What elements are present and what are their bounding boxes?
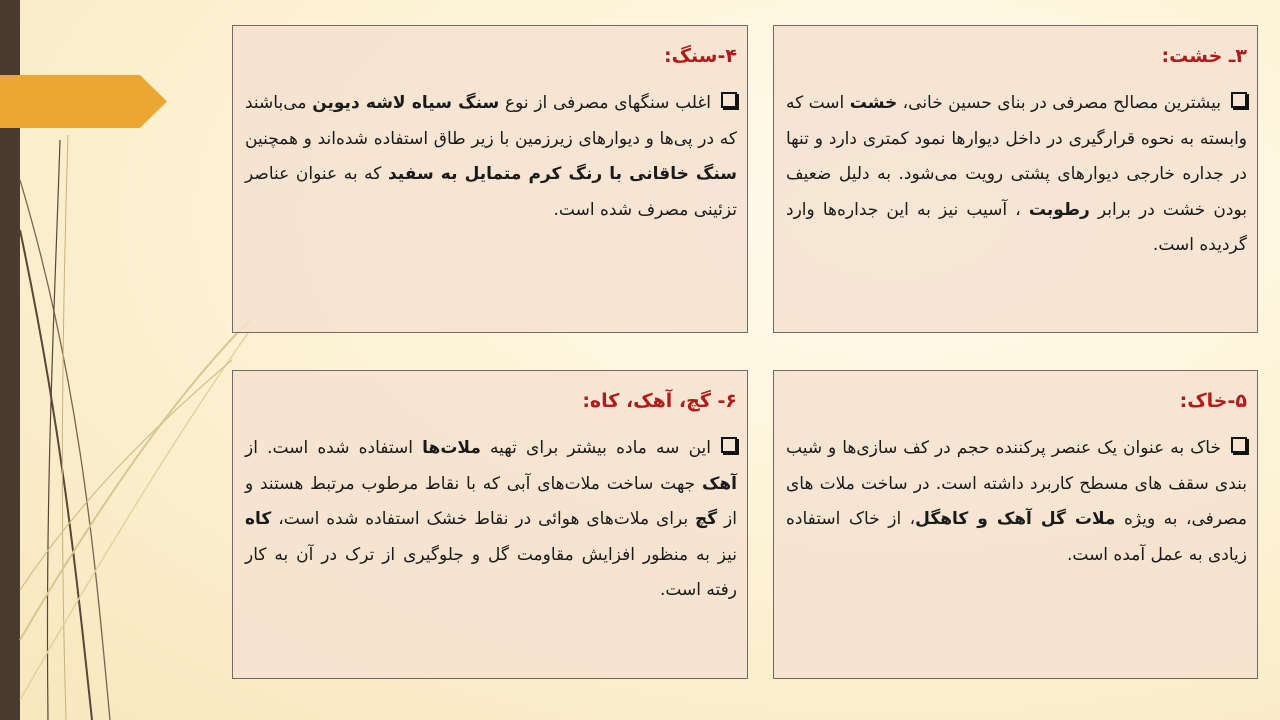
gach-ahak-kah-box (232, 370, 748, 679)
checkbox-square-icon (721, 92, 737, 108)
checkbox-square-icon (1231, 437, 1247, 453)
sang-title: ۴-سنگ: (664, 45, 737, 67)
gach-ahak-kah-text: این سه ماده بیشتر برای تهیه ملات‌ها استفاده شده است. از آهک جهت ساخت ملات‌های آبی که با نقاط مرطوب مرتبط هستند و از گچ برای ملات‌های هوائی در نقاط خشک استفاده شده است، کاه نیز به منظور افزایش مقاومت گل و جلوگیری از ترک در آن به کار رفته است. (245, 438, 737, 601)
khak-text: خاک به عنوان یک عنصر پرکننده حجم در کف سازی‌ها و شیب بندی سقف های مسطح کاربرد داشته است. در ساخت ملات های مصرفی، به ویژه ملات گل آهک و کاهگل، از خاک استفاده زیادی به عمل آمده است. (786, 438, 1248, 565)
checkbox-square-icon (1231, 92, 1247, 108)
checkbox-square-icon (721, 437, 737, 453)
orange-arrow-tab (0, 75, 167, 128)
khak-box (773, 370, 1258, 679)
khesht-title: ۳ـ خشت: (1161, 45, 1247, 67)
khesht-text: بیشترین مصالح مصرفی در بنای حسین خانی، خشت است که وابسته به نحوه قرارگیری در داخل دیوارها نمود کمتری دارد و تنها در جداره خارجی دیوارهای پشتی رویت می‌شود. به دلیل ضعیف بودن خشت در برابر رطوبت ، آسیب نیز به این جداره‌ها وارد گردیده است. (786, 93, 1247, 256)
khesht-box (773, 25, 1258, 333)
gach-ahak-kah-title: ۶- گچ، آهک، کاه: (582, 390, 737, 412)
khak-title: ۵-خاک: (1179, 390, 1247, 412)
sang-text: اغلب سنگهای مصرفی از نوع سنگ سیاه لاشه دیوین می‌باشند که در پی‌ها و دیوارهای زیرزمین با زیر طاق استفاده شده‌اند و همچنین سنگ خاقانی با رنگ کرم متمایل به سفید که به عنوان عناصر تزئینی مصرف شده است. (245, 93, 737, 220)
sang-box (232, 25, 748, 333)
